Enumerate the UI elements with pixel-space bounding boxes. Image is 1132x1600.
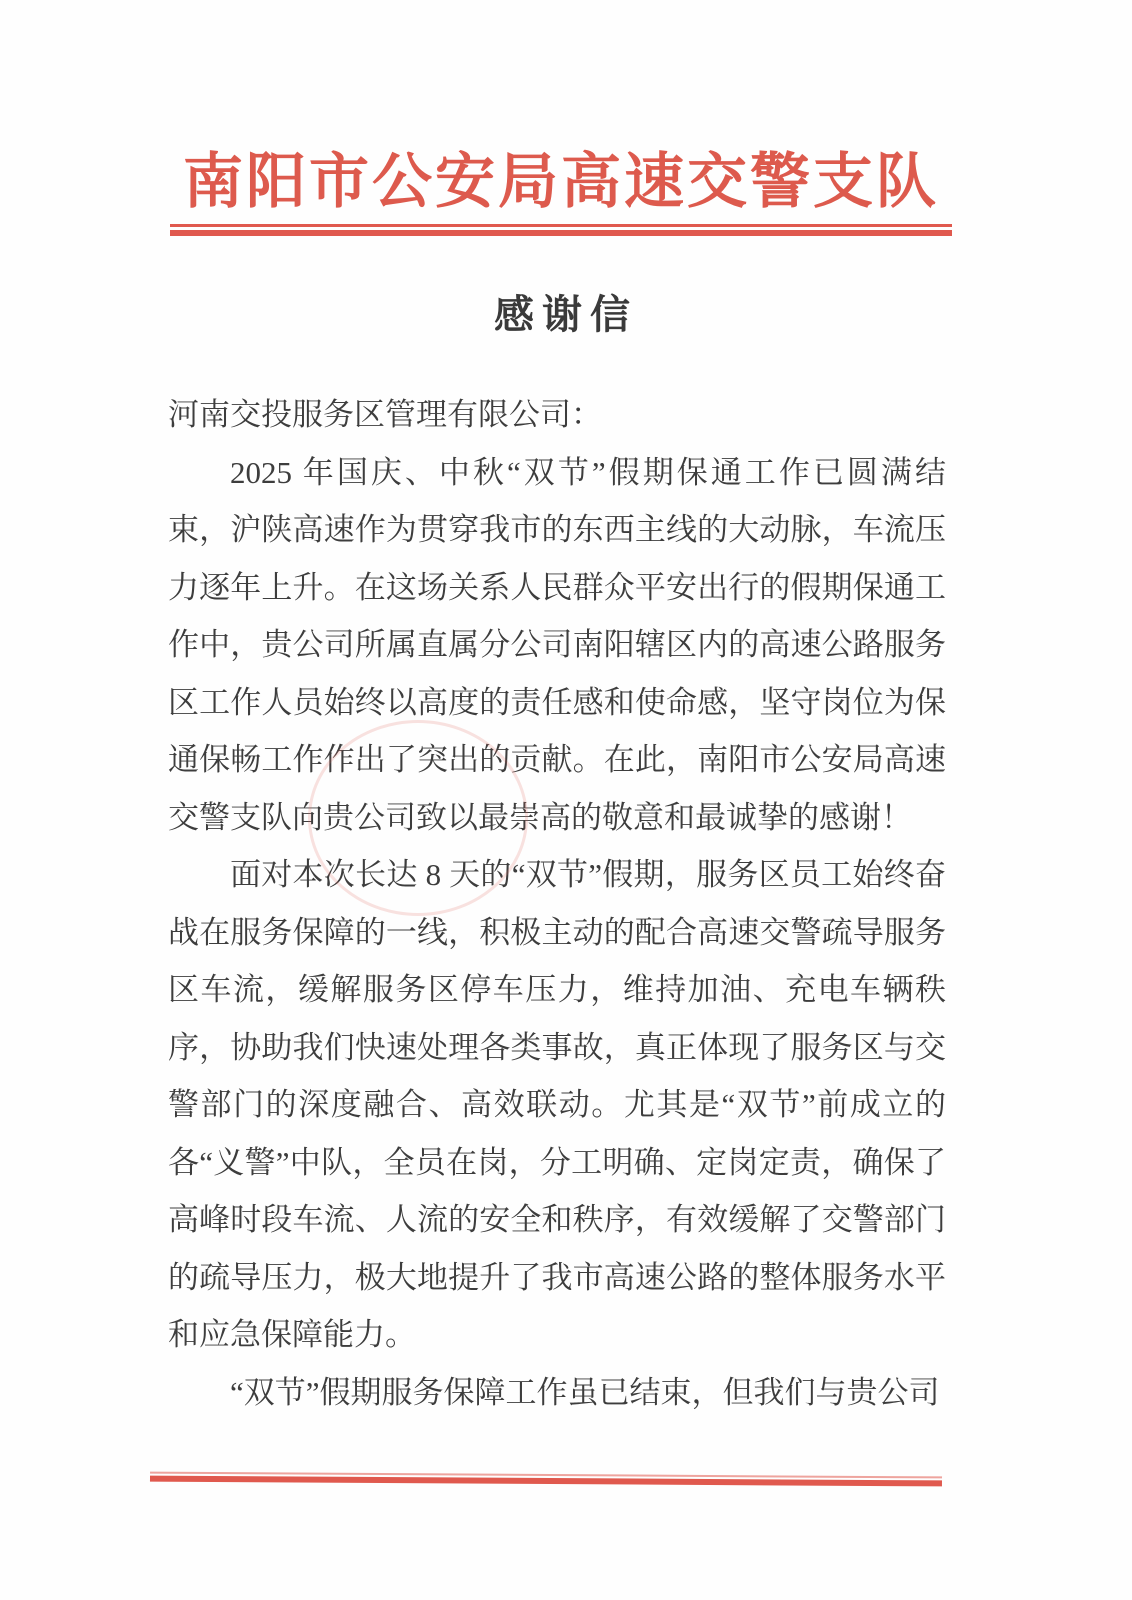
- paragraph-1: 2025 年国庆、中秋“双节”假期保通工作已圆满结束，沪陕高速作为贯穿我市的东西主线的大动脉，车流压力逐年上升。在这场关系人民群众平安出行的假期保通工作中，贵公司所属直属分公司南阳辖区内的高速公路服务区工作人员始终以高度的责任感和使命感，坚守岗位为保通保畅工作作出了突出的贡献。在此，南阳市公安局高速交警支队向贵公司致以最崇高的敬意和最诚挚的感谢！: [168, 454, 946, 835]
- paragraph-3: “双节”假期服务保障工作虽已结束，但我们与贵公司: [230, 1374, 940, 1410]
- letterhead-rule-thick: [170, 230, 952, 236]
- letter-title: 感谢信: [494, 292, 638, 337]
- paragraph-2: 面对本次长达 8 天的“双节”假期，服务区员工始终奋战在服务保障的一线，积极主动的配合高速交警疏导服务区车流，缓解服务区停车压力，维持加油、充电车辆秩序，协助我们快速处理各类事故，真正体现了服务区与交警部门的深度融合、高效联动。尤其是“双节”前成立的各“义警”中队，全员在岗，分工明确、定岗定责，确保了高峰时段车流、人流的安全和秩序，有效缓解了交警部门的疏导压力，极大地提升了我市高速公路的整体服务水平和应急保障能力。: [168, 857, 946, 1352]
- footer-rule: [150, 1472, 942, 1487]
- salutation: 河南交投服务区管理有限公司：: [168, 397, 602, 432]
- letterhead-rule: [170, 224, 952, 236]
- letterhead-title: 南阳市公安局高速交警支队: [183, 149, 939, 215]
- letter-body: [168, 386, 946, 1421]
